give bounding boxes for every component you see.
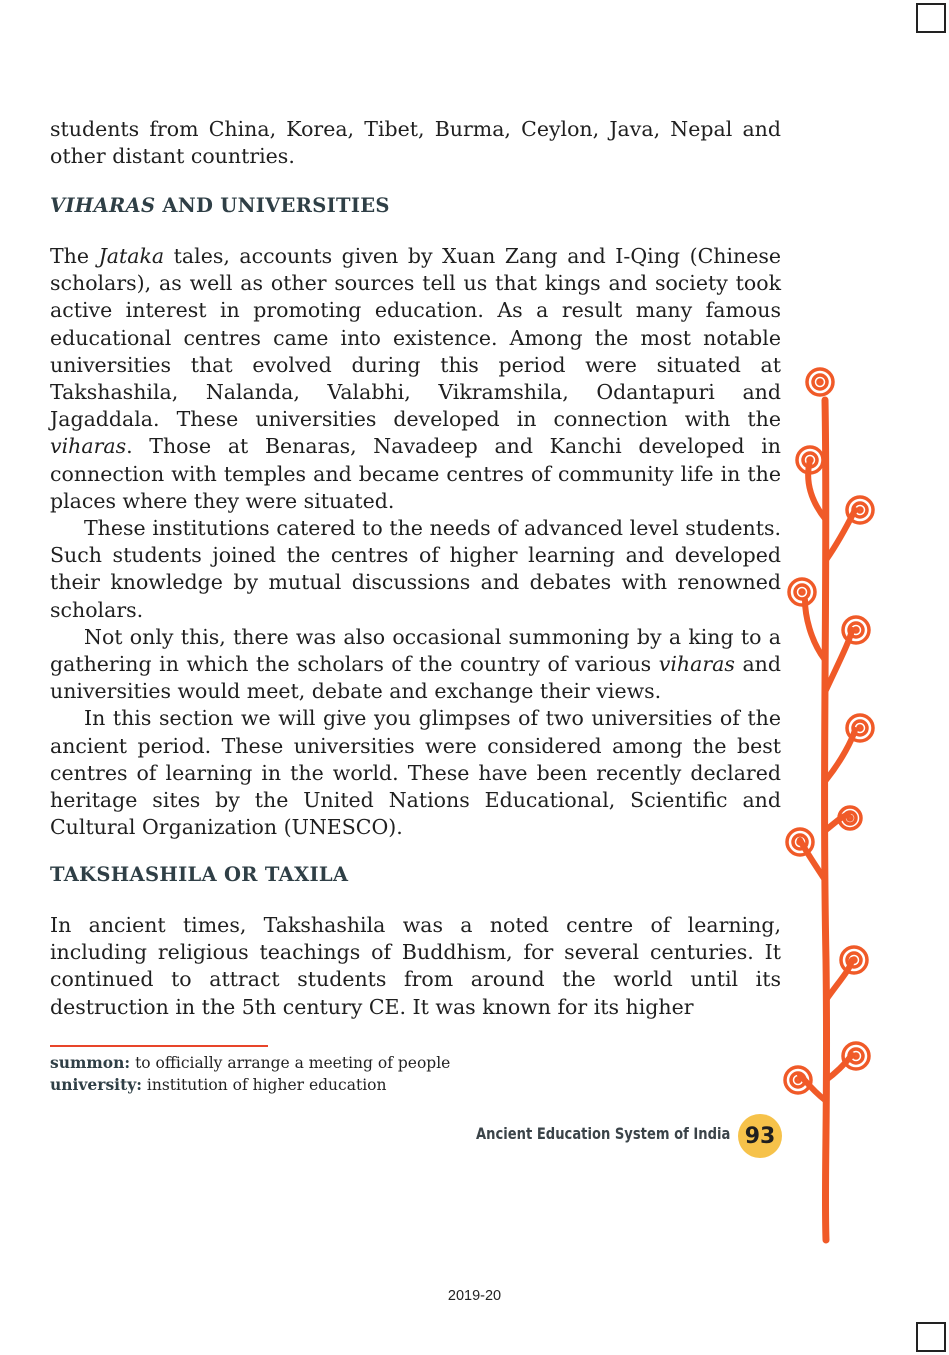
glossary <box>50 1052 450 1096</box>
glossary-divider <box>50 1045 268 1047</box>
paragraph-viharas: The Jataka tales, accounts given by Xuan Zang and I-Qing (Chinese scholars), as well as other sources tell us that kings and society took active interest in promoting education. As a result many famous educational centres came into existence. Among the most notable universities that evolved during this period were situated at Takshashila, Nalanda, Valabhi, Vikramshila, Odantapuri and Jagaddala. These universities developed in connection with the viharas. Those at Benaras, Navadeep and Kanchi developed in connection with temples and became centres of community life in the places where they were situated. <box>50 244 782 513</box>
crop-mark-bottom <box>916 1322 946 1352</box>
main-text-block <box>50 243 781 841</box>
edition-year: 2019-20 <box>447 1288 502 1304</box>
vine-decoration-icon <box>780 360 880 1250</box>
paragraph-glimpses: In this section we will give you glimpses of two universities of the ancient period. These universities were considered among the best centres of learning in the world. These have been recently declared heritage sites by the United Nations Educational, Scientific and Cultural Organization (UNESCO). <box>50 706 781 840</box>
page-number-badge: 93 <box>738 1114 782 1158</box>
section-heading-viharas: VIHARAS AND UNIVERSITIES <box>50 194 390 217</box>
paragraph-summoning: Not only this, there was also occasional summoning by a king to a gathering in which the scholars of the country of various viharas and universities would meet, debate and exchange their views. <box>50 624 781 704</box>
paragraph-institutions: These institutions catered to the needs of advanced level students. Such students joined the centres of higher learning and developed their knowledge by mutual discussions and debates with renowned scholars. <box>50 516 781 622</box>
chapter-title: Ancient Education System of India <box>476 1124 731 1143</box>
glossary-item-summon: summon: to officially arrange a meeting of people <box>50 1053 451 1072</box>
crop-mark-top <box>916 3 946 33</box>
section-heading-takshashila: TAKSHASHILA OR TAXILA <box>50 863 349 886</box>
paragraph-takshashila: In ancient times, Takshashila was a noted centre of learning, including religious teachings of Buddhism, for several centuries. It continued to attract students from around the world until its destruction in the 5th century CE. It was known for its higher <box>50 913 781 1019</box>
intro-paragraph: students from China, Korea, Tibet, Burma, Ceylon, Java, Nepal and other distant countries. <box>50 117 781 169</box>
glossary-item-university: university: institution of higher education <box>50 1075 387 1094</box>
